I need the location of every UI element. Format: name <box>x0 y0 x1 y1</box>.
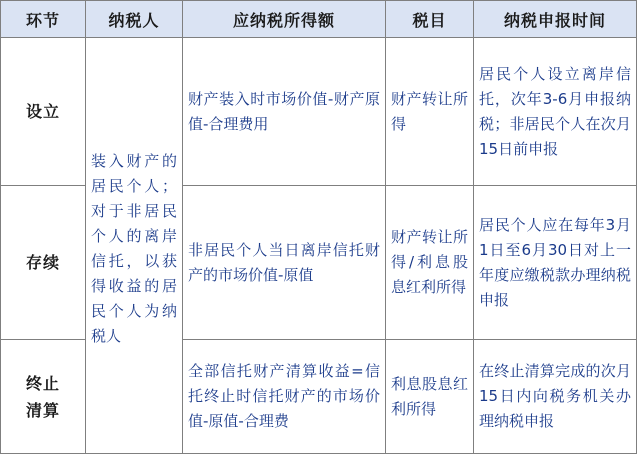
stage-termination-text: 终止清算 <box>25 373 60 420</box>
taxable-income-termination-text: 全部信托财产清算收益=信托终止时信托财产的市场价值-原值-合理费 <box>188 362 380 430</box>
filing-time-setup-text: 居民个人设立离岸信托，次年3-6月申报纳税；非居民个人在次月15日前申报 <box>479 64 631 158</box>
taxable-income-continuation <box>183 186 386 340</box>
filing-time-setup <box>474 38 637 186</box>
header-filing-time: 纳税申报时间 <box>474 1 637 38</box>
taxable-income-setup <box>183 38 386 186</box>
header-stage: 环节 <box>1 1 86 38</box>
tax-item-setup-text: 财产转让所得 <box>391 89 468 133</box>
tax-item-termination <box>386 340 474 454</box>
filing-time-continuation <box>474 186 637 340</box>
taxpayer-text: 装入财产的居民个人；对于非居民个人的离岸信托，以获得收益的居民个人为纳税人 <box>91 151 177 345</box>
filing-time-continuation-text: 居民个人应在每年3月1日至6月30日对上一年度应缴税款办理纳税申报 <box>479 215 631 309</box>
stage-continuation: 存续 <box>1 186 86 340</box>
header-taxpayer: 纳税人 <box>86 1 183 38</box>
filing-time-termination <box>474 340 637 454</box>
stage-setup: 设立 <box>1 38 86 186</box>
tax-item-continuation <box>386 186 474 340</box>
tax-item-setup <box>386 38 474 186</box>
stage-termination <box>1 340 86 454</box>
taxable-income-termination <box>183 340 386 454</box>
taxable-income-continuation-text: 非居民个人当日离岸信托财产的市场价值-原值 <box>188 240 380 284</box>
taxpayer-merged-cell <box>86 38 183 454</box>
header-tax-item: 税目 <box>386 1 474 38</box>
header-taxable-income: 应纳税所得额 <box>183 1 386 38</box>
filing-time-termination-text: 在终止清算完成的次月15日内向税务机关办理纳税申报 <box>479 362 631 430</box>
tax-item-continuation-text: 财产转让所得/利息股息红利所得 <box>391 228 468 296</box>
taxable-income-setup-text: 财产装入时市场价值-财产原值-合理费用 <box>188 89 380 133</box>
tax-item-termination-text: 利息股息红利所得 <box>391 374 468 418</box>
